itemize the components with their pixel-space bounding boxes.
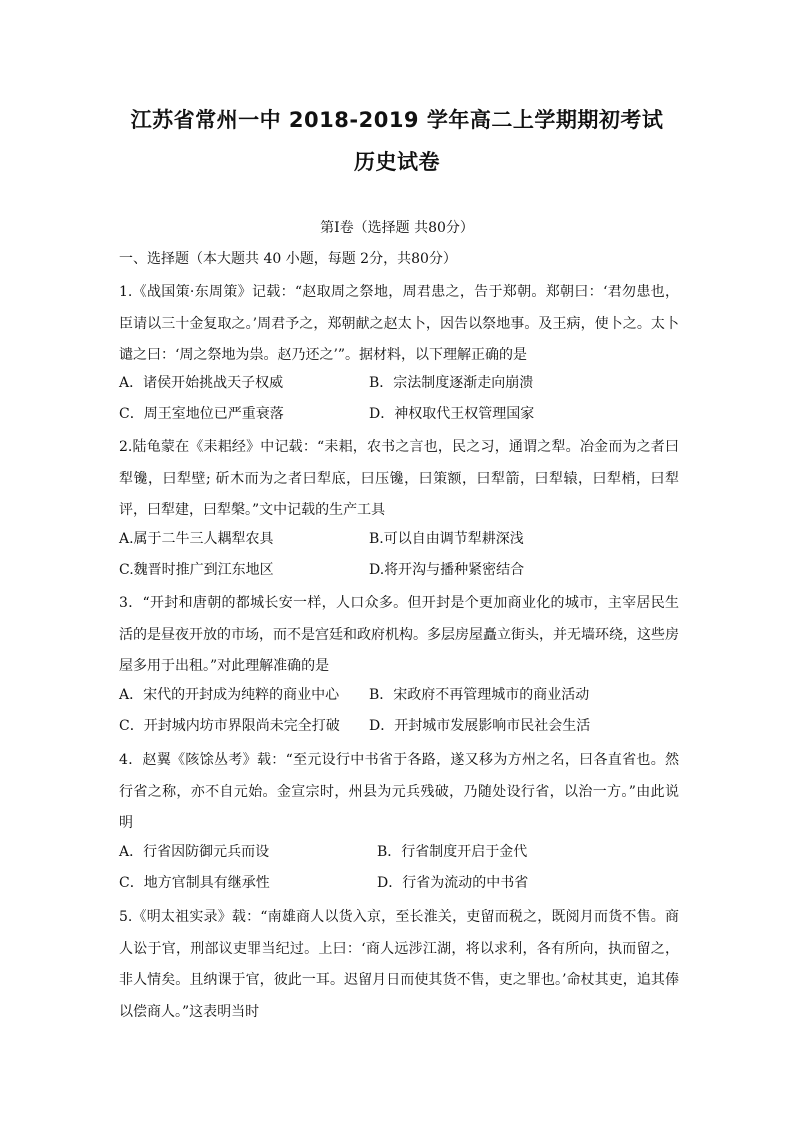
question-1-stem: 1.《战国策·东周策》记载：“赵取周之祭地，周君患之，告于郑朝。郑朝曰：‘君勿患也，臣请以三十金复取之。’周君予之，郑朝献之赵太卜，因告以祭地事。及王病，使卜之。太卜谴之曰：‘周之祭地为祟。赵乃还之’”。据材料，以下理解正确的是: [119, 284, 679, 363]
exam-title: 江苏省常州一中 2018-2019 学年高二上学期期初考试: [130, 108, 664, 132]
question-4-stem: 4．赵翼《陔馀丛考》载：“至元设行中书省于各路，遂又移为方州之名，曰各直省也。然行省之称，亦不自元始。金宣宗时，州县为元兵残破，乃随处设行省，以治一方。”由此说明: [119, 752, 679, 831]
question-1-options: [119, 372, 679, 434]
question-2-stem: 2.陆龟蒙在《耒耜经》中记载：“耒耜，农书之言也，民之习，通谓之犁。冶金而为之者曰犁镵，曰犁壁; 斫木而为之者曰犁底，曰压镵，曰策额，曰犁箭，曰犁辕，曰犁梢，曰犁评，曰犁建，曰犁槃。”文中记载的生产工具: [119, 439, 679, 518]
question-1-option-b: B．宗法制度逐渐走向崩溃: [369, 375, 534, 391]
exam-subject-title: 历史试卷: [354, 150, 440, 174]
question-4-options: [119, 841, 679, 903]
question-2-option-d: D.将开沟与播种紧密结合: [369, 562, 525, 578]
question-3-stem: 3．“开封和唐朝的都城长安一样，人口众多。但开封是个更加商业化的城市，主宰居民生活的是昼夜开放的市场，而不是宫廷和政府机构。多层房屋矗立街头，并无墙环绕，这些房屋多用于出租。”对此理解准确的是: [119, 595, 679, 674]
question-2-options: [119, 528, 679, 590]
question-3-option-c: C．开封城内坊市界限尚未完全打破: [119, 718, 340, 734]
section-heading: 一、选择题（本大题共 40 小题，每题 2分，共80分）: [119, 251, 457, 267]
question-4-option-d: D．行省为流动的中书省: [377, 875, 529, 891]
question-4-option-b: B．行省制度开启于金代: [377, 844, 528, 860]
question-2-option-c: C.魏晋时推广到江东地区: [119, 562, 274, 578]
question-1-option-a: A．诸侯开始挑战天子权威: [119, 375, 284, 391]
question-3-option-d: D．开封城市发展影响市民社会生活: [369, 718, 591, 734]
question-2-option-b: B.可以自由调节犁耕深浅: [369, 531, 524, 547]
question-2-option-a: A.属于二牛三人耦犁农具: [119, 531, 274, 547]
question-3-option-b: B．宋政府不再管理城市的商业活动: [369, 687, 590, 703]
question-1-option-c: C．周王室地位已严重衰落: [119, 406, 284, 422]
part-heading: 第Ⅰ卷（选择题 共80分）: [320, 220, 474, 236]
question-5-stem: 5.《明太祖实录》载：“南雄商人以货入京，至长淮关，吏留而税之，既阅月而货不售。商人讼于官，刑部议吏罪当纪过。上曰：‘商人远涉江湖，将以求利，各有所向，执而留之，非人情矣。且纳课于官，彼此一耳。迟留月日而使其货不售，吏之罪也。’命杖其吏，追其俸以偿商人。”这表明当时: [119, 909, 679, 1020]
question-3-option-a: A．宋代的开封成为纯粹的商业中心: [119, 687, 340, 703]
question-4-option-c: C．地方官制具有继承性: [119, 875, 270, 891]
question-4-option-a: A．行省因防御元兵而设: [119, 844, 270, 860]
question-3-options: [119, 684, 679, 746]
question-1-option-d: D．神权取代王权管理国家: [369, 406, 535, 422]
